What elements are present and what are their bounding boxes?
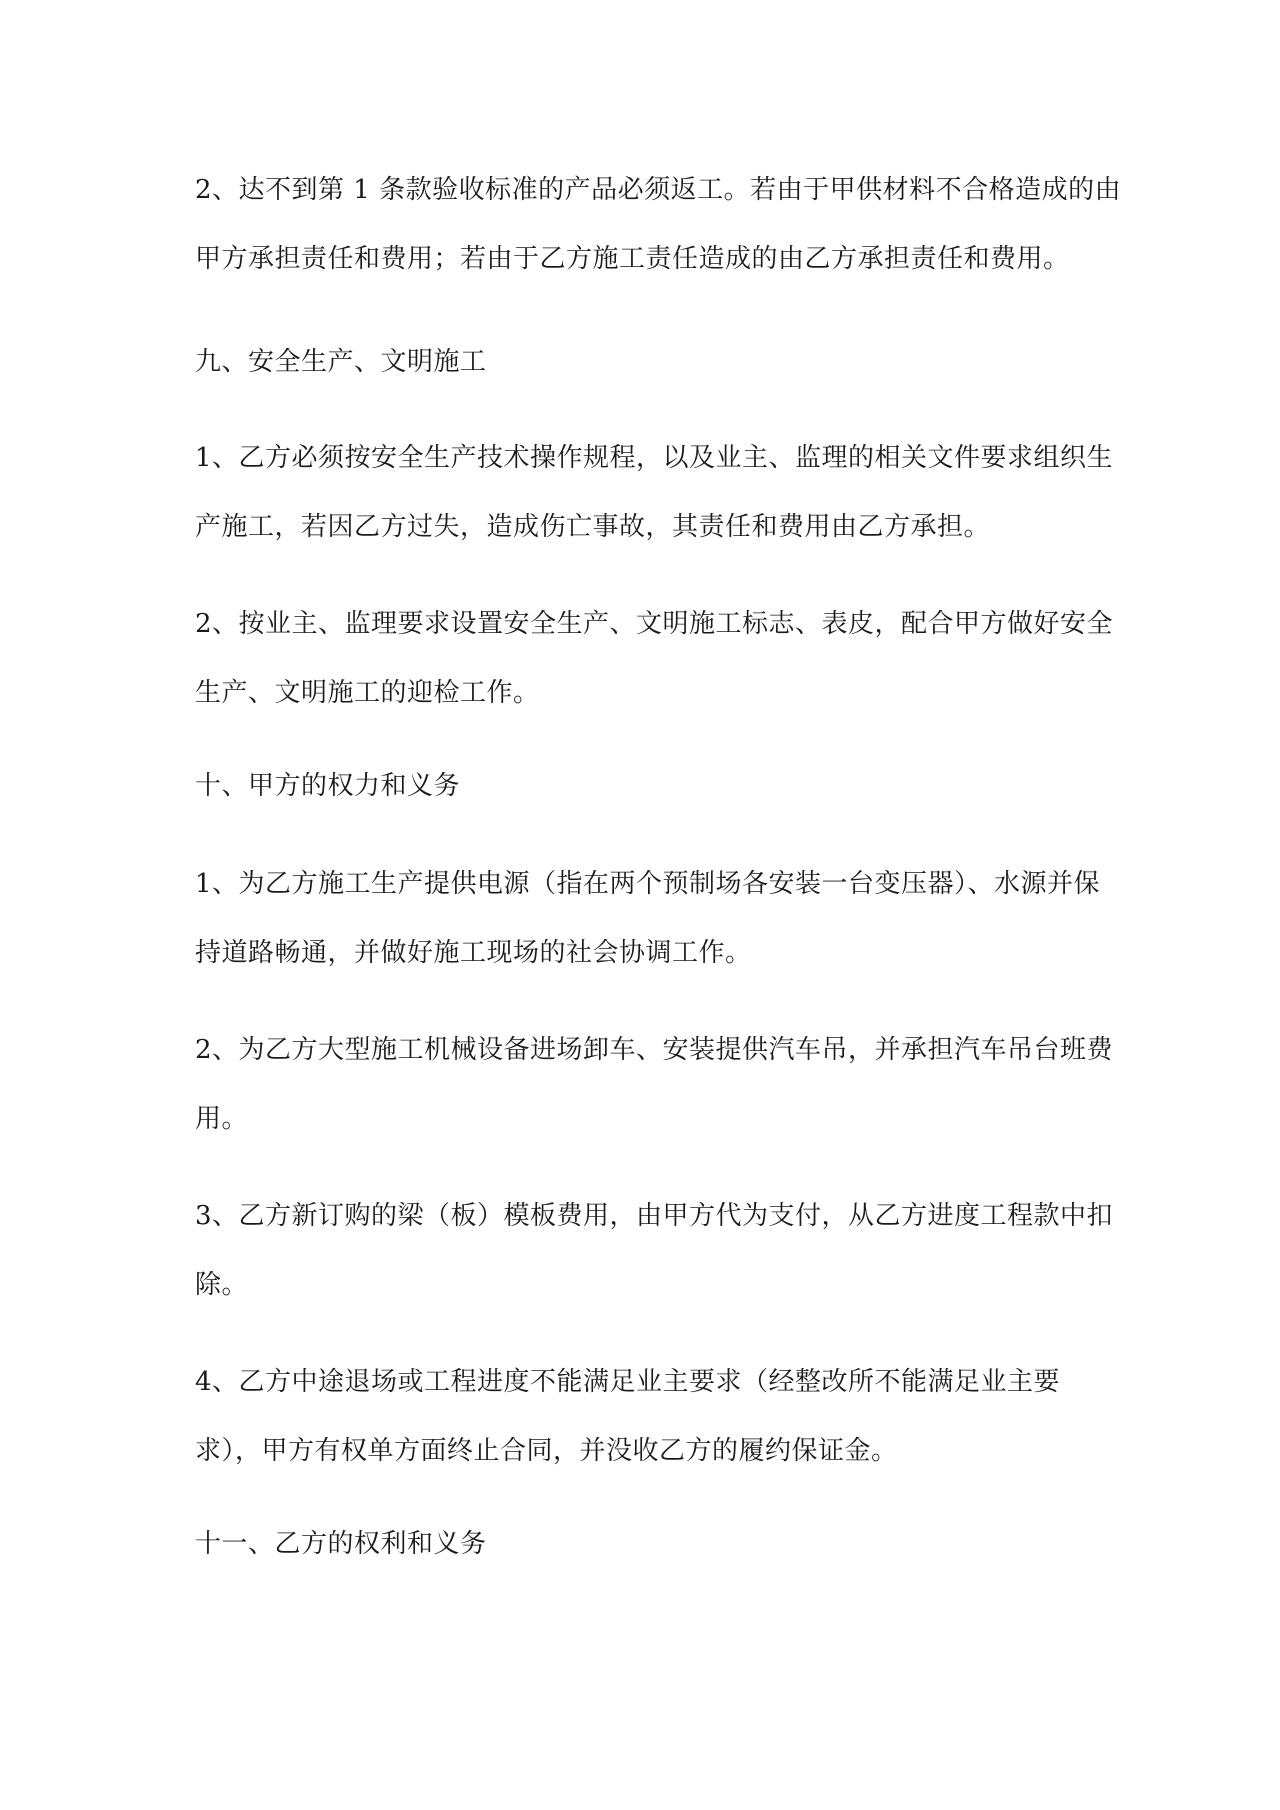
- paragraph-acceptance-rework: [195, 156, 1122, 294]
- text-line: 3、乙方新订购的梁（板）模板费用，由甲方代为支付，从乙方进度工程款中扣: [195, 1201, 1114, 1231]
- heading-text: 十一、乙方的权利和义务: [195, 1529, 487, 1559]
- heading-text: 九、安全生产、文明施工: [195, 347, 487, 377]
- text-line: 4、乙方中途退场或工程进度不能满足业主要求（经整改所不能满足业主要: [195, 1367, 1061, 1397]
- text-line: 除。: [195, 1270, 249, 1300]
- text-line: 2、按业主、监理要求设置安全生产、文明施工标志、表皮，配合甲方做好安全: [195, 609, 1114, 639]
- text-line: 2、为乙方大型施工机械设备进场卸车、安装提供汽车吊，并承担汽车吊台班费: [195, 1035, 1114, 1065]
- section-heading-party-b: [195, 1510, 1095, 1579]
- section-heading-party-a: [195, 752, 1095, 821]
- paragraph-party-a-3: [195, 1182, 1114, 1320]
- paragraph-safety-1: [195, 424, 1114, 562]
- paragraph-party-a-1: [195, 850, 1101, 988]
- text-line: 甲方承担责任和费用；若由于乙方施工责任造成的由乙方承担责任和费用。: [195, 244, 1070, 274]
- text-line: 1、乙方必须按安全生产技术操作规程，以及业主、监理的相关文件要求组织生: [195, 443, 1114, 473]
- text-line: 产施工，若因乙方过失，造成伤亡事故，其责任和费用由乙方承担。: [195, 512, 991, 542]
- text-line: 持道路畅通，并做好施工现场的社会协调工作。: [195, 938, 752, 968]
- paragraph-party-a-4: [195, 1348, 1095, 1486]
- text-line: 2、达不到第 1 条款验收标准的产品必须返工。若由于甲供材料不合格造成的由: [195, 175, 1122, 205]
- section-heading-safety: [195, 328, 1095, 397]
- paragraph-party-a-2: [195, 1016, 1114, 1154]
- text-line: 生产、文明施工的迎检工作。: [195, 678, 540, 708]
- text-line: 1、为乙方施工生产提供电源（指在两个预制场各安装一台变压器）、水源并保: [195, 869, 1101, 899]
- text-line: 用。: [195, 1104, 249, 1134]
- paragraph-safety-2: [195, 590, 1114, 728]
- text-line: 求），甲方有权单方面终止合同，并没收乙方的履约保证金。: [195, 1436, 898, 1466]
- heading-text: 十、甲方的权力和义务: [195, 771, 461, 801]
